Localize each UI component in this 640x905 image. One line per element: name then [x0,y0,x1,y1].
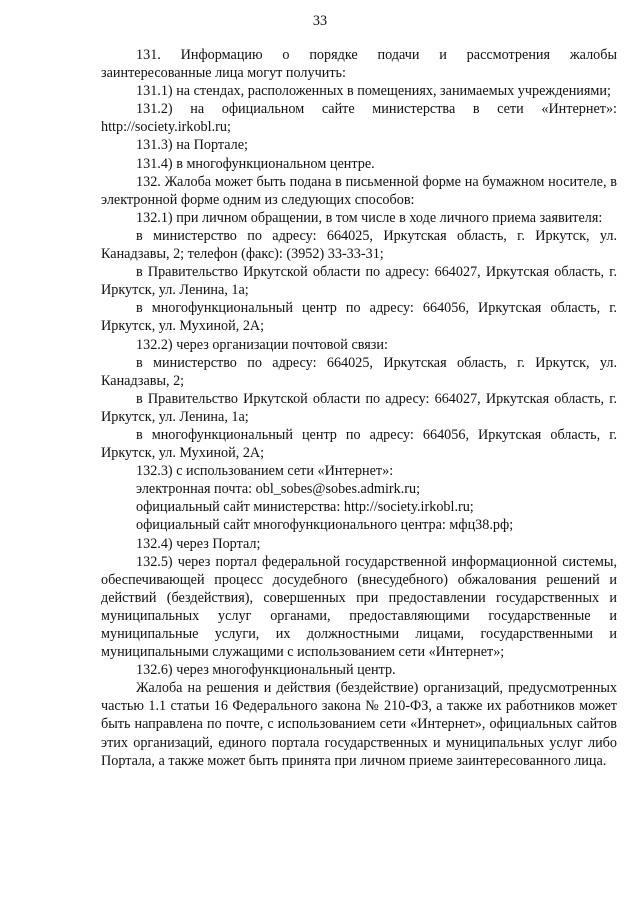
paragraph-132-1: 132.1) при личном обращении, в том числе в ходе личного приема заявителя: [136,209,603,226]
email-line: электронная почта: obl_sobes@sobes.admirk.ru; [136,481,421,498]
address-ministry-personal: в министерство по адресу: 664025, Иркутская область, г. Иркутск, ул. Канадзавы, 2; телефон (факс): (3952) 33-33-31; [101,227,617,263]
address-mfc-mail: в многофункциональный центр по адресу: 664056, Иркутская область, г. Иркутск, ул. Мухиной, 2А; [101,426,617,462]
paragraph-132-6: 132.6) через многофункциональный центр. [136,662,396,679]
address-government-personal: в Правительство Иркутской области по адресу: 664027, Иркутская область, г. Иркутск, ул. Ленина, 1а; [101,264,617,299]
paragraph-131-3: 131.3) на Портале; [136,137,248,154]
paragraph-131: 131. Информацию о порядке подачи и рассмотрения жалобы заинтересованные лица могут получить: [101,47,617,82]
page-number: 33 [312,13,328,29]
address-mfc-personal: в многофункциональный центр по адресу: 664056, Иркутская область, г. Иркутск, ул. Мухиной, 2А; [101,300,617,335]
paragraph-132-3: 132.3) с использованием сети «Интернет»: [136,463,394,480]
paragraph-132-2: 132.2) через организации почтовой связи: [136,336,388,353]
paragraph-131-4: 131.4) в многофункциональном центре. [136,155,375,172]
paragraph-132-5: 132.5) через портал федеральной государственной информационной системы, обеспечивающей процесс досудебного (внесудебного) обжалования решений и действий (бездействия), совершенных при предоставлении государственных и муниципальных услуг органами, предоставляющими государственные и муниципальные услуги, их должностными лицами, государственными и муниципальными служащими с использованием сети «Интернет»; [101,553,617,661]
mfc-site-line: официальный сайт многофункционального центра: мфц38.рф; [136,517,514,534]
address-ministry-mail: в министерство по адресу: 664025, Иркутская область, г. Иркутск, ул. Канадзавы, 2; [101,354,617,389]
paragraph-131-2: 131.2) на официальном сайте министерства в сети «Интернет»: http://society.irkobl.ru; [101,101,617,136]
document-body [101,46,617,770]
ministry-site-line: официальный сайт министерства: http://society.irkobl.ru; [136,499,474,516]
address-government-mail: в Правительство Иркутской области по адресу: 664027, Иркутская область, г. Иркутск, ул. Ленина, 1а; [101,390,617,425]
paragraph-131-1: 131.1) на стендах, расположенных в помещениях, занимаемых учреждениями; [136,83,611,100]
paragraph-complaint-organizations: Жалоба на решения и действия (бездействие) организаций, предусмотренных частью 1.1 статьи 16 Федерального закона № 210-ФЗ, а также их работников может быть направлена по почте, с использованием сети «Интернет», официальных сайтов этих организаций, единого портала государственных и муниципальных услуг либо Портала, а также может быть принята при личном приеме заинтересованного лица. [101,680,617,769]
paragraph-132: 132. Жалоба может быть подана в письменной форме на бумажном носителе, в электронной форме одним из следующих способов: [101,173,617,208]
paragraph-132-4: 132.4) через Портал; [136,535,261,552]
